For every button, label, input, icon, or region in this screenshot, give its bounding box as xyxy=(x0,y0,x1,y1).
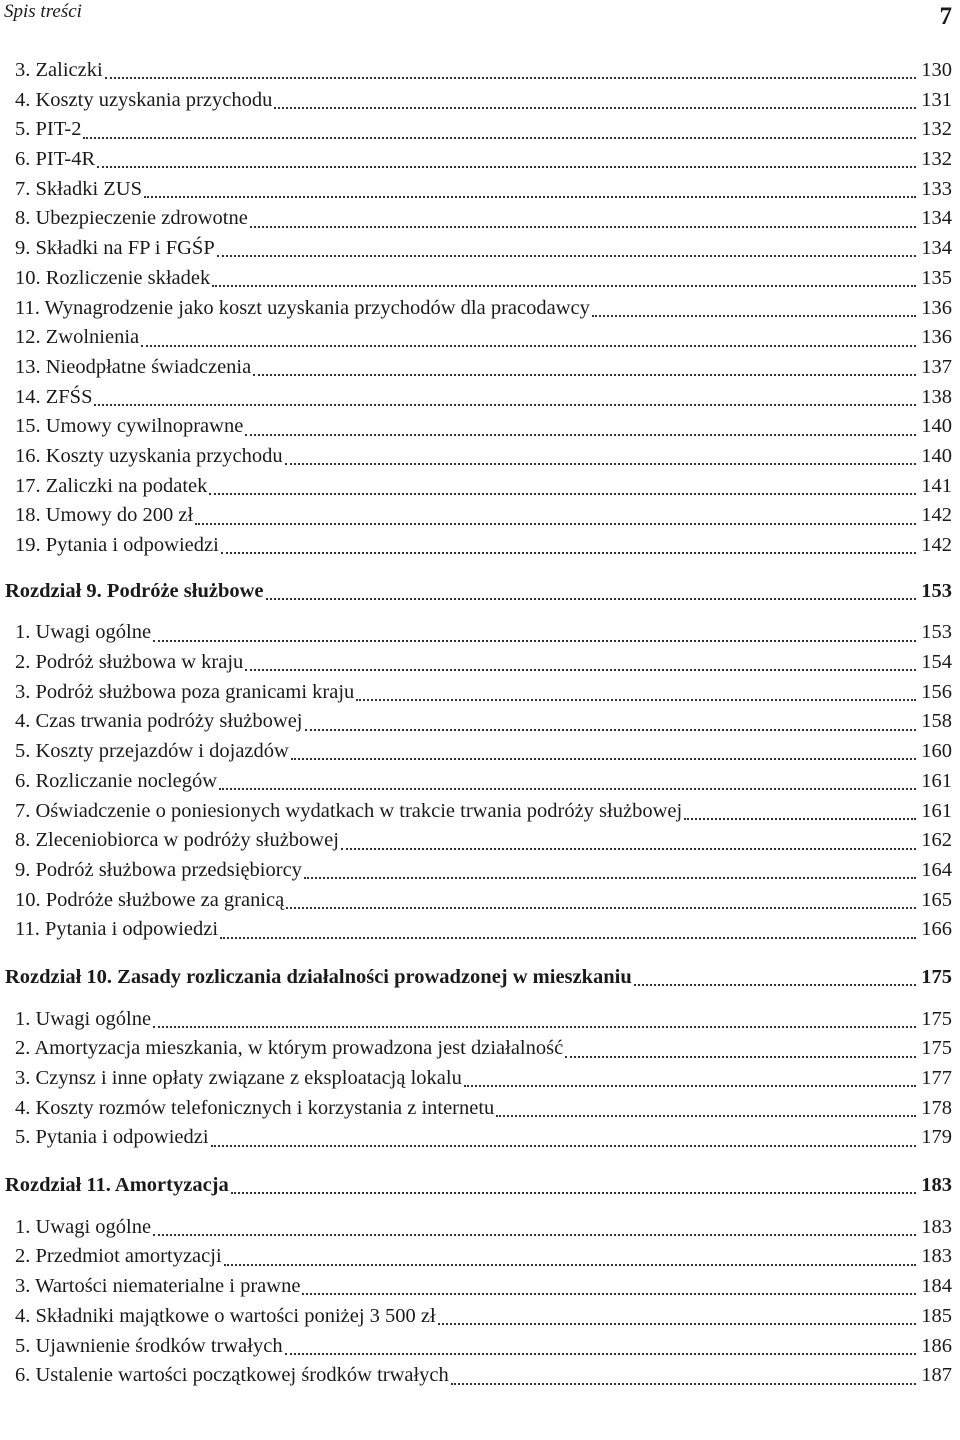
dot-leader xyxy=(219,787,916,790)
dot-leader xyxy=(684,817,916,820)
toc-entry-label: 5. Koszty przejazdów i dojazdów xyxy=(15,740,289,763)
toc-entry-label: 4. Składniki majątkowe o wartości poniżej 3 500 zł xyxy=(15,1304,436,1327)
toc-entry-label: 8. Zleceniobiorca w podróży służbowej xyxy=(15,829,339,852)
toc-entry[interactable] xyxy=(0,856,956,886)
toc-entry-page: 136 xyxy=(921,296,952,319)
toc-entry[interactable] xyxy=(0,707,956,737)
toc-entry-label: 3. Wartości niematerialne i prawne xyxy=(15,1275,301,1298)
toc-entry[interactable] xyxy=(0,531,956,561)
toc-entry[interactable] xyxy=(0,472,956,502)
toc-entry-label: 10. Rozliczenie składek xyxy=(15,266,211,289)
dot-leader xyxy=(356,698,916,701)
toc-entry[interactable] xyxy=(0,826,956,856)
toc-entry[interactable] xyxy=(0,1123,956,1153)
toc-entry-page: 177 xyxy=(921,1067,952,1089)
dot-leader xyxy=(250,225,916,228)
toc-entry[interactable] xyxy=(0,323,956,353)
toc-entry-label: 5. PIT-2 xyxy=(15,118,82,141)
toc-entry-page: 132 xyxy=(921,118,952,141)
toc-entry-label: 2. Podróż służbowa w kraju xyxy=(15,651,244,674)
toc-entry-page: 137 xyxy=(921,355,952,378)
toc-entry-label: Rozdział 11. Amortyzacja xyxy=(5,1174,229,1197)
dot-leader xyxy=(83,136,916,139)
toc-entry[interactable] xyxy=(0,86,956,116)
dot-leader xyxy=(245,433,916,436)
toc-entry-page: 185 xyxy=(921,1304,952,1327)
toc-entry-page: 132 xyxy=(921,148,952,171)
toc-entry-label: 5. Pytania i odpowiedzi xyxy=(15,1126,209,1149)
dot-leader xyxy=(212,284,916,287)
toc-entry-label: 3. Czynsz i inne opłaty związane z eksploatacją lokalu xyxy=(15,1067,462,1089)
toc-entry[interactable] xyxy=(0,618,956,648)
toc-entry[interactable] xyxy=(0,145,956,175)
toc-entry[interactable] xyxy=(0,1332,956,1362)
dot-leader xyxy=(464,1084,916,1087)
dot-leader xyxy=(105,76,916,79)
toc-entry-label: 10. Podróże służbowe za granicą xyxy=(15,888,285,911)
toc-entry[interactable] xyxy=(0,915,956,945)
toc-entry-page: 142 xyxy=(921,534,952,556)
toc-entry[interactable] xyxy=(0,412,956,442)
dot-leader xyxy=(221,551,916,554)
toc-entry-label: 6. PIT-4R xyxy=(15,148,96,171)
toc-entry[interactable] xyxy=(0,175,956,205)
toc-entry[interactable] xyxy=(0,886,956,916)
dot-leader xyxy=(195,522,916,525)
toc-entry[interactable] xyxy=(0,1213,956,1243)
toc-entry-page: 161 xyxy=(921,769,952,792)
toc-entry-label: 11. Pytania i odpowiedzi xyxy=(15,918,219,941)
toc-entry-page: 164 xyxy=(921,858,952,881)
toc-entry-page: 165 xyxy=(921,888,952,911)
dot-leader xyxy=(209,492,916,495)
dot-leader xyxy=(496,1114,916,1117)
toc-entry-page: 156 xyxy=(921,680,952,703)
dot-leader xyxy=(245,668,916,671)
toc-entry-label: 19. Pytania i odpowiedzi xyxy=(15,534,219,556)
toc-entry-page: 131 xyxy=(921,88,952,111)
toc-entry[interactable] xyxy=(0,442,956,472)
toc-entry-page: 140 xyxy=(921,415,952,438)
toc-chapter-10 xyxy=(0,963,956,1153)
toc-entry-label: 5. Ujawnienie środków trwałych xyxy=(15,1334,283,1357)
dot-leader xyxy=(274,106,916,109)
toc-entry-label: 12. Zwolnienia xyxy=(15,326,140,349)
dot-leader xyxy=(438,1322,916,1325)
toc-chapter-11 xyxy=(0,1171,956,1391)
toc-entry-page: 130 xyxy=(921,59,952,81)
toc-entry[interactable] xyxy=(0,264,956,294)
toc-entry-page: 134 xyxy=(921,207,952,230)
toc-entry[interactable] xyxy=(0,737,956,767)
toc-entry[interactable] xyxy=(0,1034,956,1064)
toc-entry-label: 2. Amortyzacja mieszkania, w którym prowadzona jest działalność xyxy=(15,1037,564,1060)
toc-entry-page: 142 xyxy=(921,504,952,527)
toc-entry-label: 9. Składki na FP i FGŚP xyxy=(15,237,215,260)
toc-entry-page: 166 xyxy=(921,918,952,941)
toc-entry[interactable] xyxy=(0,1272,956,1302)
toc-entry-page: 134 xyxy=(921,237,952,260)
dot-leader xyxy=(291,757,916,760)
toc-entry-page: 133 xyxy=(921,177,952,200)
dot-leader xyxy=(565,1055,916,1058)
toc-entry-label: 7. Oświadczenie o poniesionych wydatkach w trakcie trwania podróży służbowej xyxy=(15,799,683,822)
toc-entry-page: 158 xyxy=(921,710,952,733)
toc-entry[interactable] xyxy=(0,1242,956,1272)
toc-entry[interactable] xyxy=(0,678,956,708)
running-head: Spis treści xyxy=(4,1,82,22)
toc-entry[interactable] xyxy=(0,294,956,324)
toc-entry-label: 8. Ubezpieczenie zdrowotne xyxy=(15,207,248,230)
toc-entry[interactable] xyxy=(0,797,956,827)
dot-leader xyxy=(302,1292,916,1295)
toc-entry-page: 154 xyxy=(921,651,952,674)
toc-entry-label: 1. Uwagi ogólne xyxy=(15,1007,152,1030)
toc-chapter-9 xyxy=(0,577,956,945)
toc-entry[interactable] xyxy=(0,204,956,234)
toc-entry-label: 13. Nieodpłatne świadczenia xyxy=(15,355,252,378)
toc-entry-page: 135 xyxy=(921,266,952,289)
toc-entry-label: 4. Czas trwania podróży służbowej xyxy=(15,710,303,733)
dot-leader xyxy=(285,462,916,465)
toc-entry[interactable] xyxy=(0,234,956,264)
toc-entry-label: 14. ZFŚS xyxy=(15,385,93,408)
dot-leader xyxy=(305,728,917,731)
toc-entry-label: 9. Podróż służbowa przedsiębiorcy xyxy=(15,858,302,881)
toc-entry[interactable] xyxy=(0,1005,956,1035)
toc-entry-label: Rozdział 9. Podróże służbowe xyxy=(5,579,264,602)
toc-entry-page: 183 xyxy=(921,1215,952,1238)
toc-entry-page: 184 xyxy=(921,1275,952,1298)
toc-entry-label: 18. Umowy do 200 zł xyxy=(15,504,194,527)
page-number: 7 xyxy=(939,3,952,30)
toc-entry[interactable] xyxy=(0,648,956,678)
dot-leader xyxy=(451,1382,916,1385)
dot-leader xyxy=(266,597,917,600)
page-header xyxy=(4,0,952,30)
dot-leader xyxy=(94,403,916,406)
toc-entry-label: 7. Składki ZUS xyxy=(15,177,142,200)
toc-entry-label: 16. Koszty uzyskania przychodu xyxy=(15,444,283,467)
toc-section-continued xyxy=(0,56,956,561)
toc-entry-page: 186 xyxy=(921,1334,952,1357)
toc-entry-page: 175 xyxy=(921,965,952,988)
dot-leader xyxy=(592,314,916,317)
toc-entry-page: 162 xyxy=(921,829,952,852)
toc-entry[interactable] xyxy=(0,383,956,413)
dot-leader xyxy=(217,254,916,257)
toc-chapter-heading[interactable] xyxy=(0,1171,956,1201)
toc-entry[interactable] xyxy=(0,1064,956,1094)
toc-entry-label: 4. Koszty uzyskania przychodu xyxy=(15,88,273,111)
toc-entry-page: 153 xyxy=(921,579,952,602)
toc-chapter-heading[interactable] xyxy=(0,963,956,993)
dot-leader xyxy=(224,1263,916,1266)
toc-entry-page: 153 xyxy=(921,621,952,644)
toc-entry[interactable] xyxy=(0,1094,956,1124)
dot-leader xyxy=(153,1025,916,1028)
toc-entry-label: 3. Podróż służbowa poza granicami kraju xyxy=(15,680,355,703)
toc-entry-page: 136 xyxy=(921,326,952,349)
toc-entry-page: 178 xyxy=(921,1096,952,1119)
dot-leader xyxy=(231,1191,916,1194)
toc-entry-label: 1. Uwagi ogólne xyxy=(15,1215,152,1238)
dot-leader xyxy=(634,983,916,986)
toc-entry-page: 138 xyxy=(921,385,952,408)
toc-entry-label: 17. Zaliczki na podatek xyxy=(15,474,208,497)
dot-leader xyxy=(286,906,916,909)
toc-entry-page: 183 xyxy=(921,1245,952,1268)
table-of-contents xyxy=(0,56,956,1391)
toc-entry-label: 11. Wynagrodzenie jako koszt uzyskania przychodów dla pracodawcy xyxy=(15,296,590,319)
toc-entry[interactable] xyxy=(0,501,956,531)
toc-entry[interactable] xyxy=(0,115,956,145)
toc-entry-label: 2. Przedmiot amortyzacji xyxy=(15,1245,222,1268)
toc-entry-page: 187 xyxy=(921,1364,952,1387)
dot-leader xyxy=(220,936,916,939)
toc-entry-label: 1. Uwagi ogólne xyxy=(15,621,152,644)
toc-entry[interactable] xyxy=(0,56,956,86)
dot-leader xyxy=(144,195,916,198)
dot-leader xyxy=(253,373,916,376)
toc-entry[interactable] xyxy=(0,1302,956,1332)
toc-entry-page: 175 xyxy=(921,1007,952,1030)
dot-leader xyxy=(153,1233,916,1236)
toc-entry[interactable] xyxy=(0,1361,956,1391)
toc-entry-page: 183 xyxy=(921,1174,952,1197)
dot-leader xyxy=(285,1352,916,1355)
dot-leader xyxy=(211,1144,916,1147)
toc-entry[interactable] xyxy=(0,353,956,383)
dot-leader xyxy=(153,639,916,642)
toc-entry-page: 160 xyxy=(921,740,952,763)
toc-entry-page: 175 xyxy=(921,1037,952,1060)
toc-entry-label: 6. Rozliczanie noclegów xyxy=(15,769,218,792)
dot-leader xyxy=(141,344,916,347)
toc-chapter-heading[interactable] xyxy=(0,577,956,607)
toc-entry-label: 4. Koszty rozmów telefonicznych i korzystania z internetu xyxy=(15,1096,495,1119)
toc-entry-page: 141 xyxy=(921,474,952,497)
toc-entry-page: 140 xyxy=(921,444,952,467)
toc-entry[interactable] xyxy=(0,767,956,797)
toc-entry-label: Rozdział 10. Zasady rozliczania działalności prowadzonej w mieszkaniu xyxy=(5,965,632,988)
toc-entry-label: 3. Zaliczki xyxy=(15,59,103,81)
toc-entry-label: 15. Umowy cywilnoprawne xyxy=(15,415,244,438)
toc-entry-page: 161 xyxy=(921,799,952,822)
dot-leader xyxy=(341,847,916,850)
toc-entry-label: 6. Ustalenie wartości początkowej środków trwałych xyxy=(15,1364,449,1387)
toc-entry-page: 179 xyxy=(921,1126,952,1149)
dot-leader xyxy=(97,165,916,168)
dot-leader xyxy=(304,876,916,879)
